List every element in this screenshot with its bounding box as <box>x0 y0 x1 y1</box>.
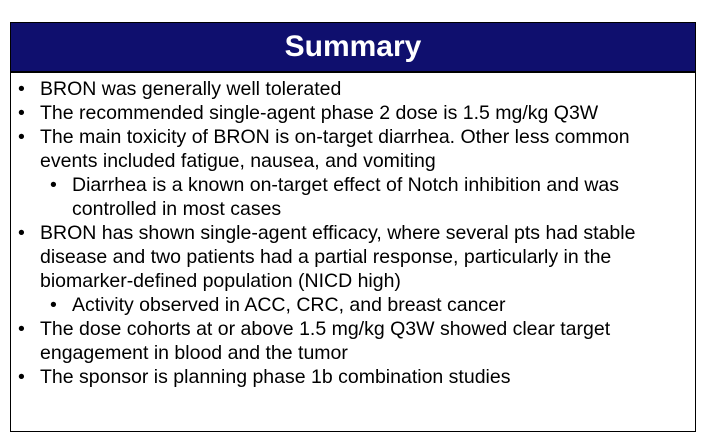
bullet-item <box>11 365 695 389</box>
bullet-text: BRON has shown single-agent efficacy, where several pts had stable disease and two patients had a partial response, particularly in the biomarker-defined population (NICD high) <box>40 222 636 292</box>
bullet-marker-icon: • <box>18 126 25 148</box>
bullet-item <box>11 125 695 173</box>
sub-bullet-text: Diarrhea is a known on-target effect of Notch inhibition and was controlled in most cases <box>72 174 620 220</box>
bullet-text: The main toxicity of BRON is on-target diarrhea. Other less common events included fatigue, nausea, and vomiting <box>40 126 630 172</box>
page-title: Summary <box>284 30 422 63</box>
bullet-marker-icon: • <box>18 222 25 244</box>
bullet-text: The recommended single-agent phase 2 dose is 1.5 mg/kg Q3W <box>40 102 599 124</box>
bullet-text: The sponsor is planning phase 1b combination studies <box>40 366 511 388</box>
title-banner <box>10 22 696 72</box>
sub-bullet-item <box>11 173 695 221</box>
bullet-marker-icon: • <box>18 102 25 124</box>
bullet-list <box>11 73 695 389</box>
bullet-item <box>11 221 695 293</box>
bullet-text: The dose cohorts at or above 1.5 mg/kg Q3W showed clear target engagement in blood and the tumor <box>40 318 611 364</box>
bullet-marker-icon: • <box>18 78 25 100</box>
bullet-item <box>11 317 695 365</box>
bullet-marker-icon: • <box>18 366 25 388</box>
sub-bullet-text: Activity observed in ACC, CRC, and breast cancer <box>72 294 506 316</box>
bullet-item <box>11 101 695 125</box>
bullet-marker-icon: • <box>50 174 57 196</box>
bullet-marker-icon: • <box>18 318 25 340</box>
bullet-text: BRON was generally well tolerated <box>40 78 342 100</box>
bullet-item <box>11 77 695 101</box>
summary-content-box <box>10 72 696 432</box>
sub-bullet-item <box>11 293 695 317</box>
bullet-marker-icon: • <box>50 294 57 316</box>
